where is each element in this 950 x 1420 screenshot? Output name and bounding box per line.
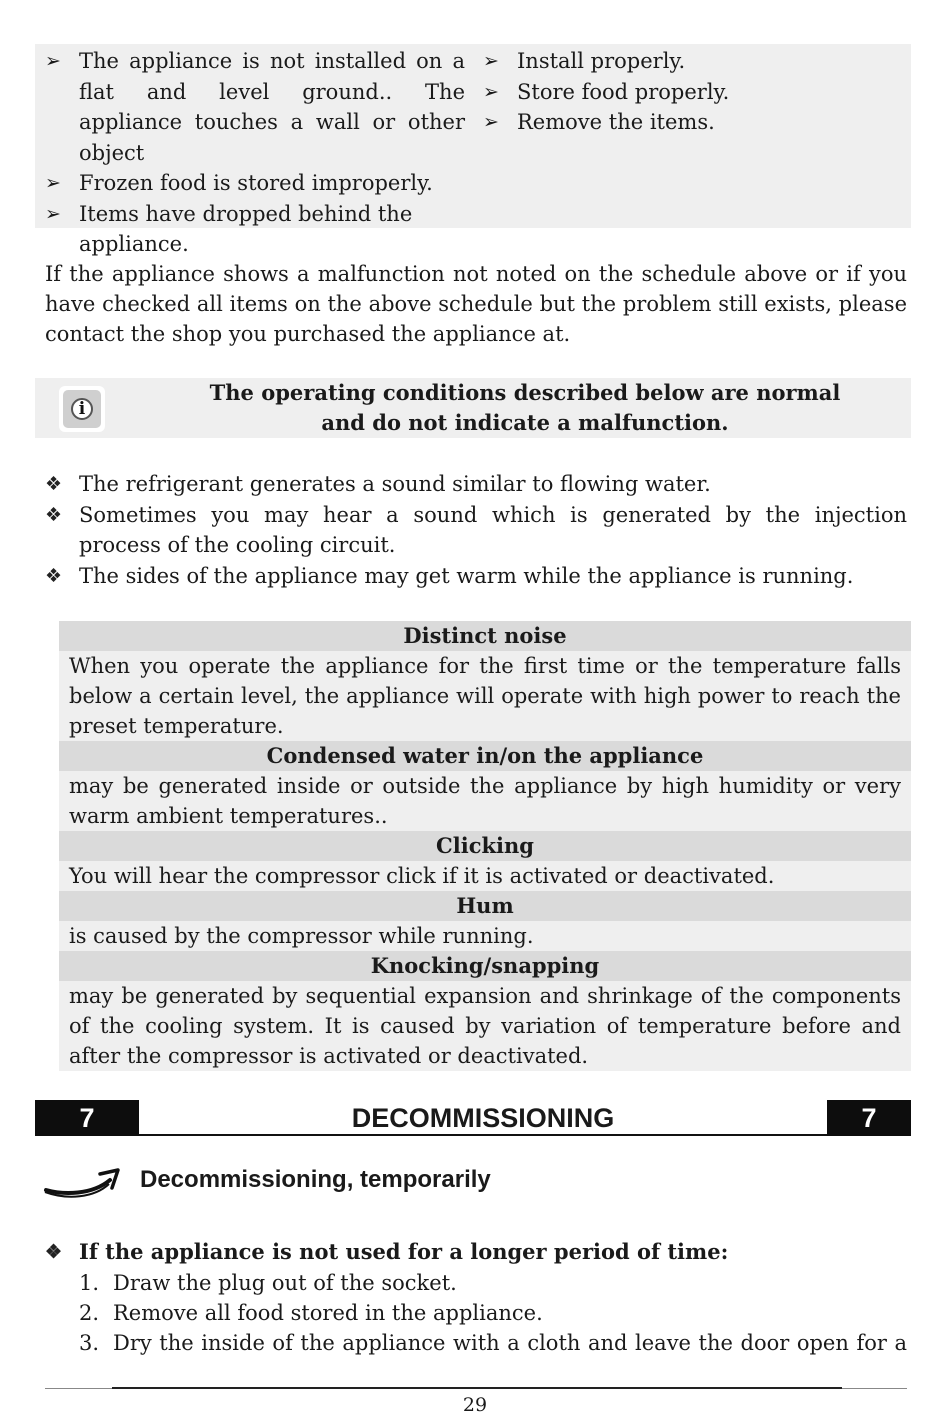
noise-heading: Knocking/snapping xyxy=(59,951,911,981)
cause-item: ➢ Items have dropped behind the appliance. xyxy=(45,199,465,260)
list-item: ❖ Sometimes you may hear a sound which is generated by the injection process of the cooling circuit. xyxy=(45,500,907,561)
normal-conditions-list xyxy=(45,469,907,591)
noise-heading: Hum xyxy=(59,891,911,921)
subsection-title: Decommissioning, temporarily xyxy=(140,1166,491,1193)
diamond-bullet-icon: ❖ xyxy=(45,473,63,495)
cause-item: ➢ The appliance is not installed on a flat and level ground.. The appliance touches a wall or other object xyxy=(45,46,465,168)
noise-description: is caused by the compressor while running. xyxy=(59,921,911,951)
curved-arrow-icon xyxy=(42,1162,122,1206)
noise-description: When you operate the appliance for the first time or the temperature falls below a certain level, the appliance will operate with high power to reach the preset temperature. xyxy=(59,651,911,741)
info-box xyxy=(35,378,911,438)
contact-paragraph: If the appliance shows a malfunction not noted on the schedule above or if you have checked all items on the above schedule but the problem still exists, please contact the shop you purchased the appliance at. xyxy=(45,262,907,346)
section-number-right: 7 xyxy=(827,1100,911,1136)
remedy-item: ➢ Remove the items. xyxy=(483,107,903,138)
diamond-bullet-icon: ❖ xyxy=(45,503,63,526)
section-number-left: 7 xyxy=(35,1100,139,1136)
list-item: ❖ The sides of the appliance may get warm while the appliance is running. xyxy=(45,561,907,592)
noise-description: may be generated by sequential expansion and shrinkage of the components of the cooling system. It is caused by variation of temperature before and after the compressor is activated or deactivated. xyxy=(59,981,911,1071)
decommission-steps xyxy=(45,1237,907,1358)
diamond-bullet-icon: ❖ xyxy=(45,1241,63,1263)
arrow-bullet-icon: ➢ xyxy=(483,50,499,72)
arrow-bullet-icon: ➢ xyxy=(483,111,499,133)
remedy-item: ➢ Install properly. xyxy=(483,46,903,77)
list-item: ❖ If the appliance is not used for a longer period of time: xyxy=(45,1237,907,1268)
noise-description: may be generated inside or outside the appliance by high humidity or very warm ambient temperatures.. xyxy=(59,771,911,831)
arrow-bullet-icon: ➢ xyxy=(45,172,61,194)
info-text: The operating conditions described below are normal and do not indicate a malfunction. xyxy=(209,380,841,435)
noise-heading: Distinct noise xyxy=(59,621,911,651)
causes-column xyxy=(45,46,465,260)
step-item: 1. Draw the plug out of the socket. xyxy=(79,1270,457,1295)
remedies-column xyxy=(483,46,903,138)
noise-heading: Condensed water in/on the appliance xyxy=(59,741,911,771)
info-icon: i xyxy=(59,386,105,432)
section-title: DECOMMISSIONING xyxy=(351,1103,615,1133)
section-rule xyxy=(139,1134,827,1136)
remedy-item: ➢ Store food properly. xyxy=(483,77,903,108)
arrow-bullet-icon: ➢ xyxy=(45,50,61,72)
step-item: 3. Dry the inside of the appliance with a cloth and leave the door open for a xyxy=(79,1330,907,1355)
cause-item: ➢ Frozen food is stored improperly. xyxy=(45,168,465,199)
diamond-bullet-icon: ❖ xyxy=(45,564,63,587)
troubleshooting-table xyxy=(35,44,911,256)
step-item: 2. Remove all food stored in the appliance. xyxy=(79,1300,543,1325)
arrow-bullet-icon: ➢ xyxy=(45,202,61,225)
page-number: 29 xyxy=(462,1394,488,1416)
noise-heading: Clicking xyxy=(59,831,911,861)
list-item: ❖ The refrigerant generates a sound similar to flowing water. xyxy=(45,469,907,500)
noise-description: You will hear the compressor click if it is activated or deactivated. xyxy=(59,861,911,891)
noise-table xyxy=(59,621,911,1071)
arrow-bullet-icon: ➢ xyxy=(483,80,499,103)
section-header xyxy=(35,1100,911,1136)
footer-rule-bold xyxy=(112,1387,842,1389)
